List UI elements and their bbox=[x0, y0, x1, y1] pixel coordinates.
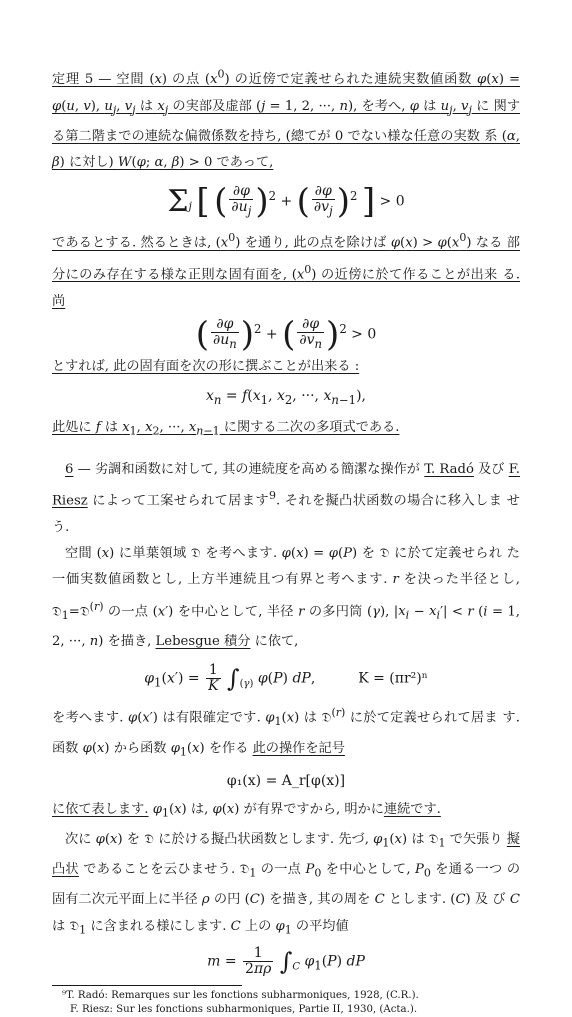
section-6-finite: を考へます. φ(x′) は有限確定です. $\varphi_1(x)$ は 𝔇$^{(r)}$ に於て定義せられて居ま す. 函数 φ(x) から函数 $\varphi_1(x)$ を作る 此の操作を記号 bbox=[52, 706, 520, 759]
equation-phi1-integral: $\varphi_1(x')$ = $\frac{1}{K}$ $\int_{(\gamma)}$ φ(P) dP, K = (πr²)ⁿ bbox=[144, 662, 428, 695]
theorem-5-polynomial: 此処に f は $x_1$, $x_2$, ···, $x_{n-1}$ に関する二次の多項式である. bbox=[52, 419, 400, 438]
section-6-pseudoconvex: 次に φ(x) を 𝔇 に於ける擬凸状函数とします. 先づ, $\varphi_1(x)$ は 𝔇$_1$ で矢張り 擬凸状 であることを云ひませう. 𝔇$_1$ の一点 $P_0$ を中心として, $P_0$ を通る一つ の固有二次元平面上に半径 ρ の円 (C) を描き, 其の周を C とします. (C) 及 び C は 𝔇$_1$ に含まれる様にします. C 上の $\varphi_1$ の平均値 bbox=[52, 832, 521, 937]
equation-operator-A-text: φ₁(x) = A_r[φ(x)] bbox=[226, 773, 346, 790]
section-6-intro: 6 — 劣調和函数に対して, 其の連続度を高める簡潔な操作が T. Radó 及び F. Riesz によって工案せられて居ます$^9$. それを擬凸状函数の場合に移入しま せう. bbox=[52, 461, 520, 535]
equation-xn: $x_n = f(x_1$, $x_2$, ···, $x_{n-1}$), bbox=[206, 387, 366, 407]
theorem-5-form: とすれば, 此の固有面を次の形に撰ぶことが出来る : bbox=[52, 358, 360, 374]
section-6-continuous: に依て表します. $\varphi_1(x)$ は, φ(x) が有界ですから, 明かに連続です. bbox=[52, 802, 441, 821]
theorem-5-statement: 定理 5 — 空間 (x) の点 $(x^0)$ の近傍で定義せられた連続実数値函数 φ(x) = φ(u, v), $u_j$, $v_j$ は $x_j$ の実部及虚部 (j = 1, 2, ···, n), を考へ, φ は $u_j$, $v_j$ に 関する第二階までの連続な偏微係数を持ち, (總てが 0 でない様な任意の実数 系 (α, β) に対し) W(φ; α, β) > 0 であって, bbox=[52, 68, 521, 170]
footnote-riesz: F. Riesz: Sur les fonctions subharmoniques, Partie II, 1930, (Acta.). bbox=[70, 1003, 418, 1015]
page-body bbox=[52, 62, 520, 1017]
footnote-divider bbox=[52, 985, 242, 986]
equation-mean-value: m = $\frac{1}{2\pi\rho}$ $\int_C$ $\varphi_1(P)$ dP bbox=[207, 944, 365, 977]
equation-n-condition: ( $\frac{\partial\varphi}{\partial u_n}$ )$^2$ + ( $\frac{\partial\varphi}{\partial v_n}$ )$^2$ > 0 bbox=[195, 314, 377, 355]
equation-K-value: K = (πr²)ⁿ bbox=[358, 670, 428, 687]
section-6-definition: 空間 (x) に単葉領域 𝔇 を考へます. φ(x) = φ(P) を 𝔇 に於て定義せられ た一価実数値函数とし, 上方半連続且つ有界と考へます. r を決った半径とし, 𝔇$_1$=𝔇$^{(r)}$ の一点 (x′) を中心として, 半径 r の多円筒 (γ), $|x_i - x_i'| < r$ (i = 1, 2, ···, n) を描き, Lebesgue 積分 に依て, bbox=[52, 546, 521, 649]
footnote-rado: ⁹T. Radó: Remarques sur les fonctions subharmoniques, 1928, (C.R.). bbox=[62, 989, 419, 1001]
equation-sum-condition: $\Sigma_j$ [ ( $\frac{\partial\varphi}{\partial u_j}$ )$^2$ + ( $\frac{\partial\varphi}{\partial v_j}$ )$^2$ ] > 0 bbox=[167, 181, 405, 222]
theorem-5-conclusion: であるとする. 然るときは, $(x^0)$ を通り, 此の点を除けば $\varphi(x) > \varphi(x^0)$ なる 部分にのみ存在する様な正則な固有面を, $(x^0)$ の近傍に於て作ることが出来 る. 尚 bbox=[52, 231, 520, 309]
equation-operator-A bbox=[52, 773, 520, 789]
